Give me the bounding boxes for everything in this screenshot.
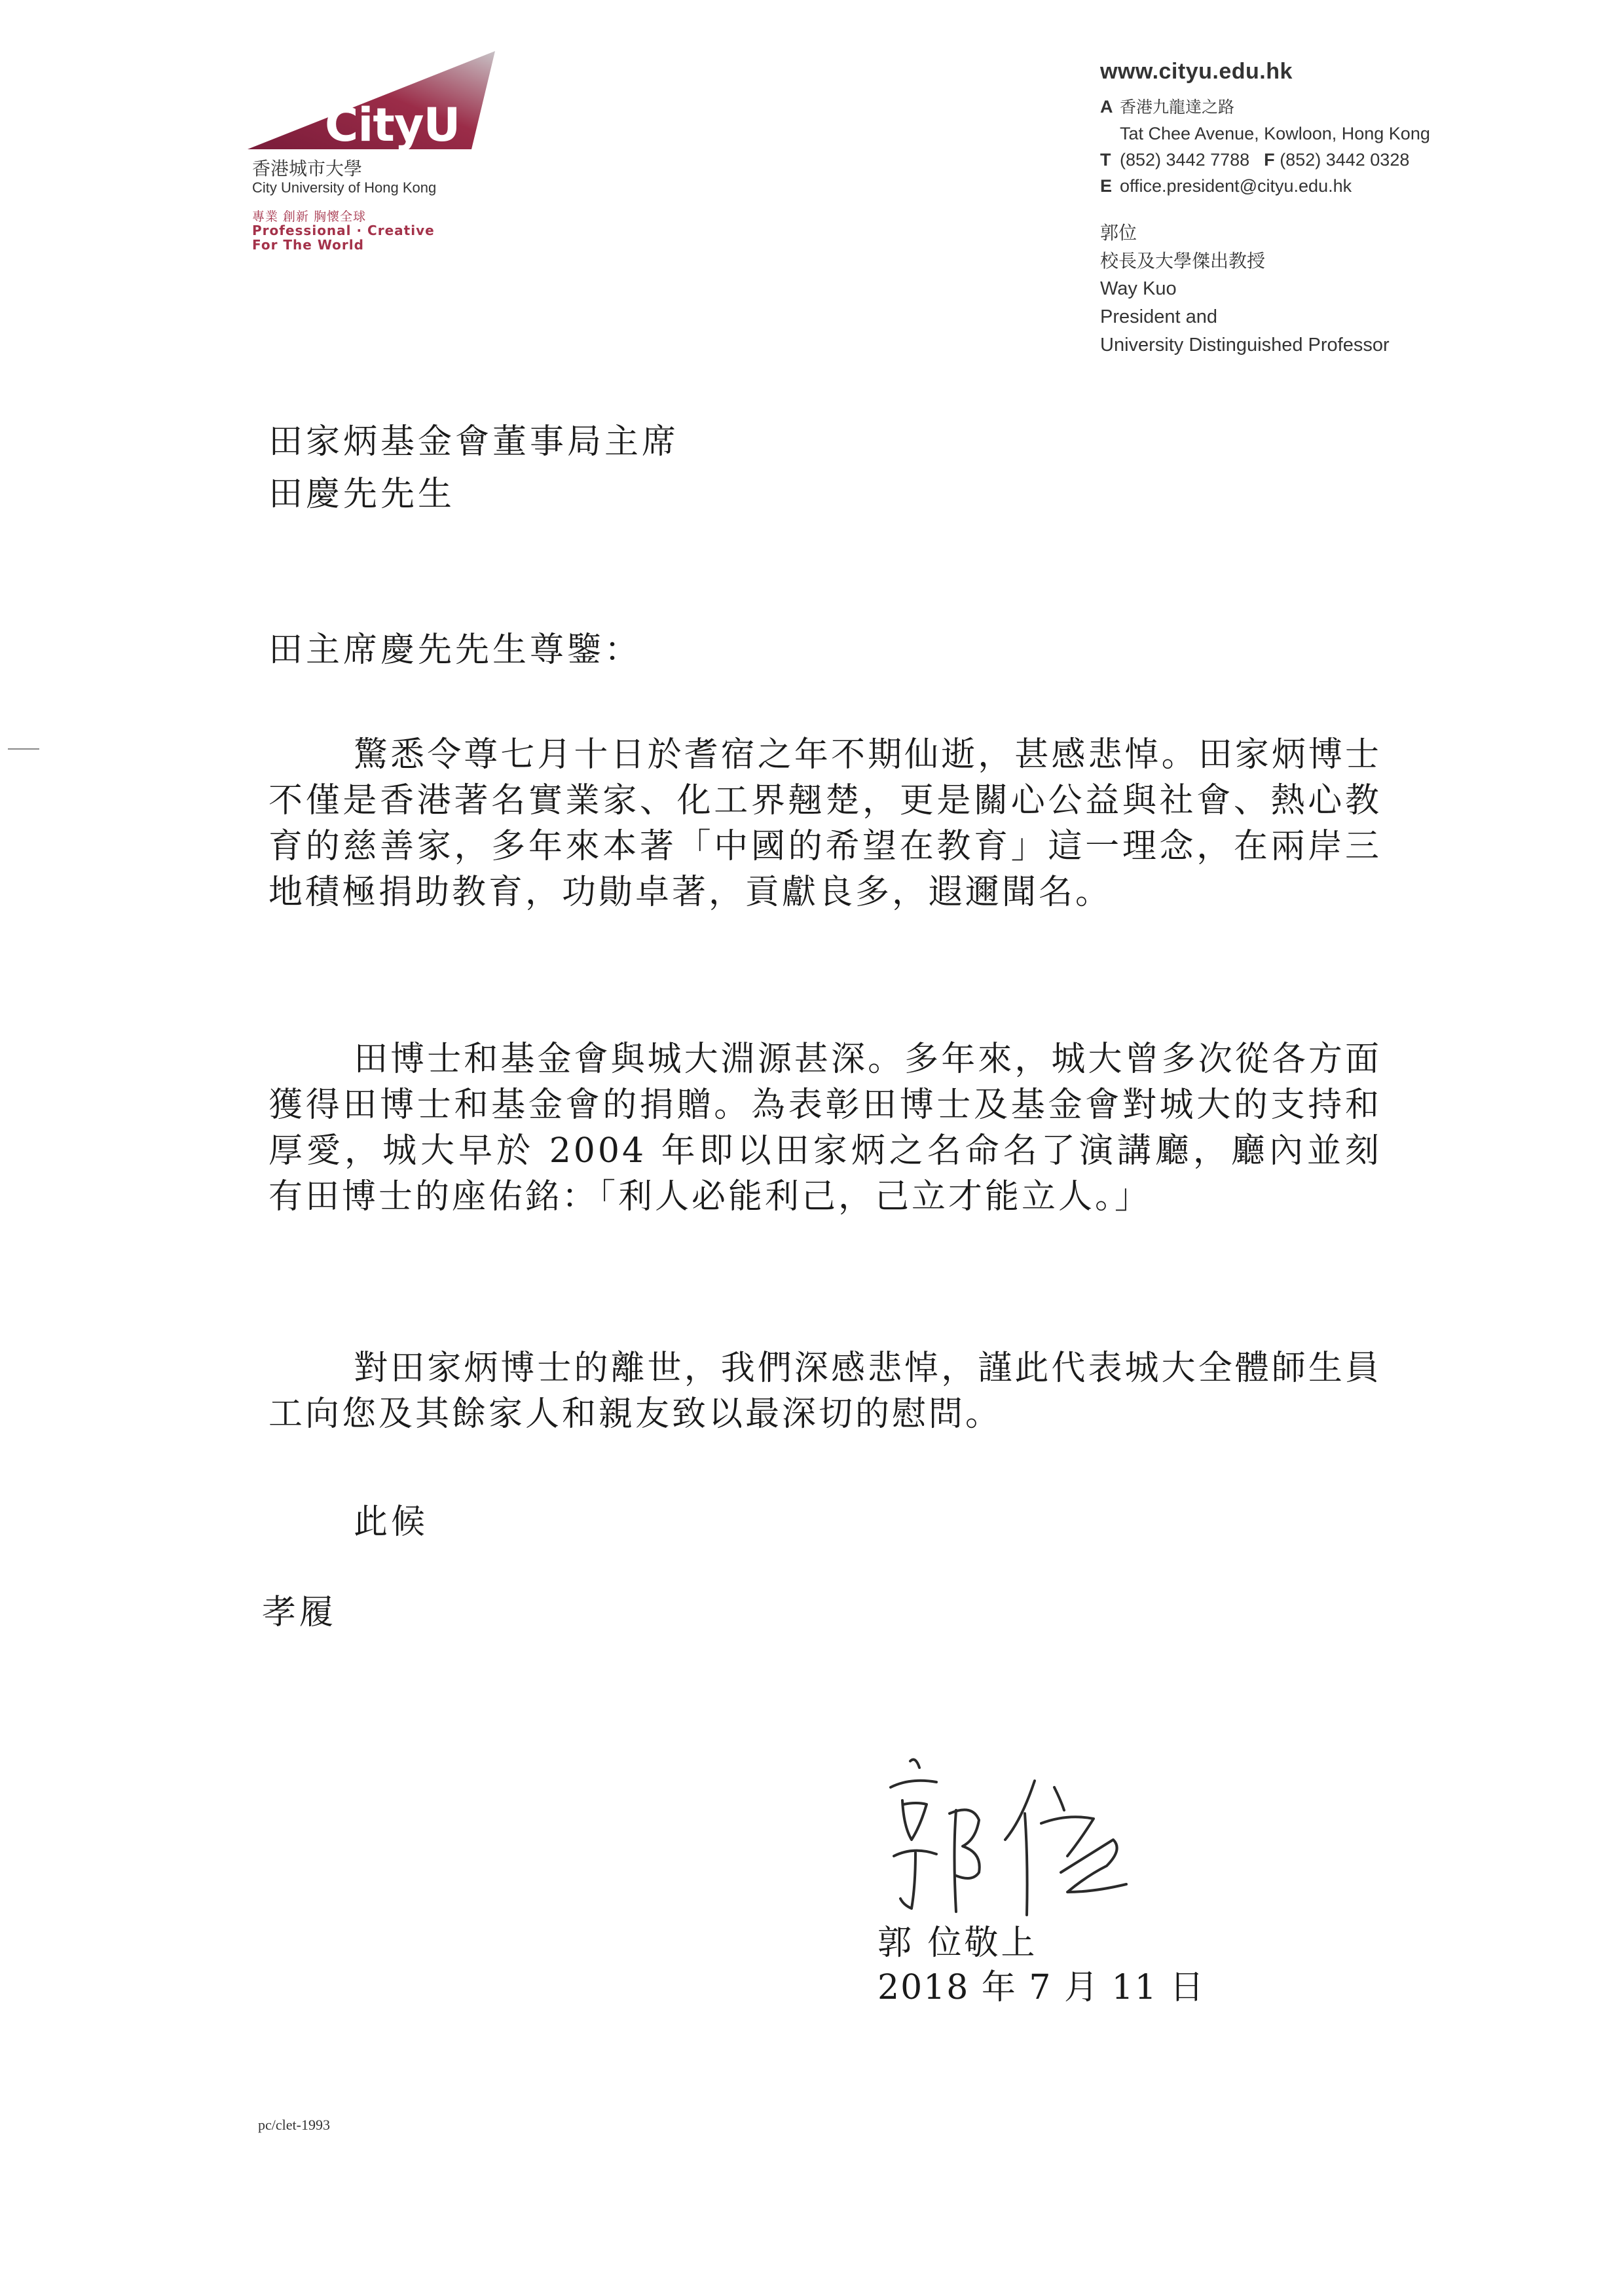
signoff: 郭 位敬上 xyxy=(877,1923,1038,1963)
motto-en-line1: Professional · Creative xyxy=(252,223,435,238)
margin-fold-mark xyxy=(8,748,39,750)
website-link[interactable]: www.cityu.edu.hk xyxy=(1100,59,1293,84)
recipient-line1: 田家炳基金會董事局主席 xyxy=(268,422,680,462)
paragraph-1-text: 驚悉令尊七月十日於耆宿之年不期仙逝，甚感悲悼。田家炳博士不僅是香港著名實業家、化工界翹楚，更是關心公益與社會、熱心教育的慈善家，多年來本著「中國的希望在教育」這一理念，在兩岸三地積極捐助教育，功勛卓著，貢獻良多，遐邇聞名。 xyxy=(268,735,1382,912)
paragraph-2-text: 田博士和基金會與城大淵源甚深。多年來，城大曾多次從各方面獲得田博士和基金會的捐贈。為表彰田博士及基金會對城大的支持和厚愛，城大早於 2004 年即以田家炳之名命名了演講廳，廳內並刻有田博士的座佑銘：「利人必能利己，己立才能立人。」 xyxy=(268,1040,1382,1216)
reference-code: pc/clet-1993 xyxy=(258,2117,330,2133)
email-label: E xyxy=(1100,176,1113,196)
sender-block xyxy=(1100,219,1559,359)
address-en: Tat Chee Avenue, Kowloon, Hong Kong xyxy=(1120,124,1430,143)
paragraph-3-text: 對田家炳博士的離世，我們深感悲悼，謹此代表城大全體師生員工向您及其餘家人和親友致以最深切的慰問。 xyxy=(268,1349,1382,1434)
university-name-zh: 香港城市大學 xyxy=(252,158,363,179)
body-paragraph-2 xyxy=(268,1036,1382,1220)
email-address[interactable]: office.president@cityu.edu.hk xyxy=(1120,176,1352,196)
university-name-en: City University of Hong Kong xyxy=(252,179,437,196)
letter-date: 2018 年 7 月 11 日 xyxy=(877,1968,1206,2007)
fax-label: F xyxy=(1264,150,1275,170)
phone-row xyxy=(1100,147,1559,173)
sender-name-zh: 郭位 xyxy=(1100,222,1137,244)
sender-title-zh: 校長及大學傑出教授 xyxy=(1100,250,1266,272)
closing-honorific: 孝履 xyxy=(262,1593,337,1632)
closing-phrase: 此候 xyxy=(354,1503,429,1542)
address-zh: 香港九龍達之路 xyxy=(1120,98,1235,117)
address-label: A xyxy=(1100,97,1113,117)
recipient-line2: 田慶先先生 xyxy=(268,475,456,514)
email-row xyxy=(1100,173,1559,199)
body-paragraph-1 xyxy=(268,732,1382,915)
contact-block xyxy=(1100,59,1559,359)
address-en-row xyxy=(1100,120,1559,147)
motto-zh: 專業 創新 胸懷全球 xyxy=(252,210,367,224)
motto-en-line2: For The World xyxy=(252,237,364,253)
salutation: 田主席慶先先生尊鑒： xyxy=(268,630,642,670)
handwritten-signature xyxy=(864,1741,1166,1941)
sender-name-en: Way Kuo xyxy=(1100,278,1177,299)
fax-number: (852) 3442 0328 xyxy=(1280,150,1410,170)
sender-title-en-line2: University Distinguished Professor xyxy=(1100,335,1390,355)
tel-label: T xyxy=(1100,150,1111,170)
address-row xyxy=(1100,94,1559,120)
cityu-logo xyxy=(248,51,509,162)
logo-wordmark: CityU xyxy=(325,98,460,152)
body-paragraph-3 xyxy=(268,1345,1382,1437)
sender-title-en-line1: President and xyxy=(1100,306,1217,327)
tel-number: (852) 3442 7788 xyxy=(1120,150,1250,170)
